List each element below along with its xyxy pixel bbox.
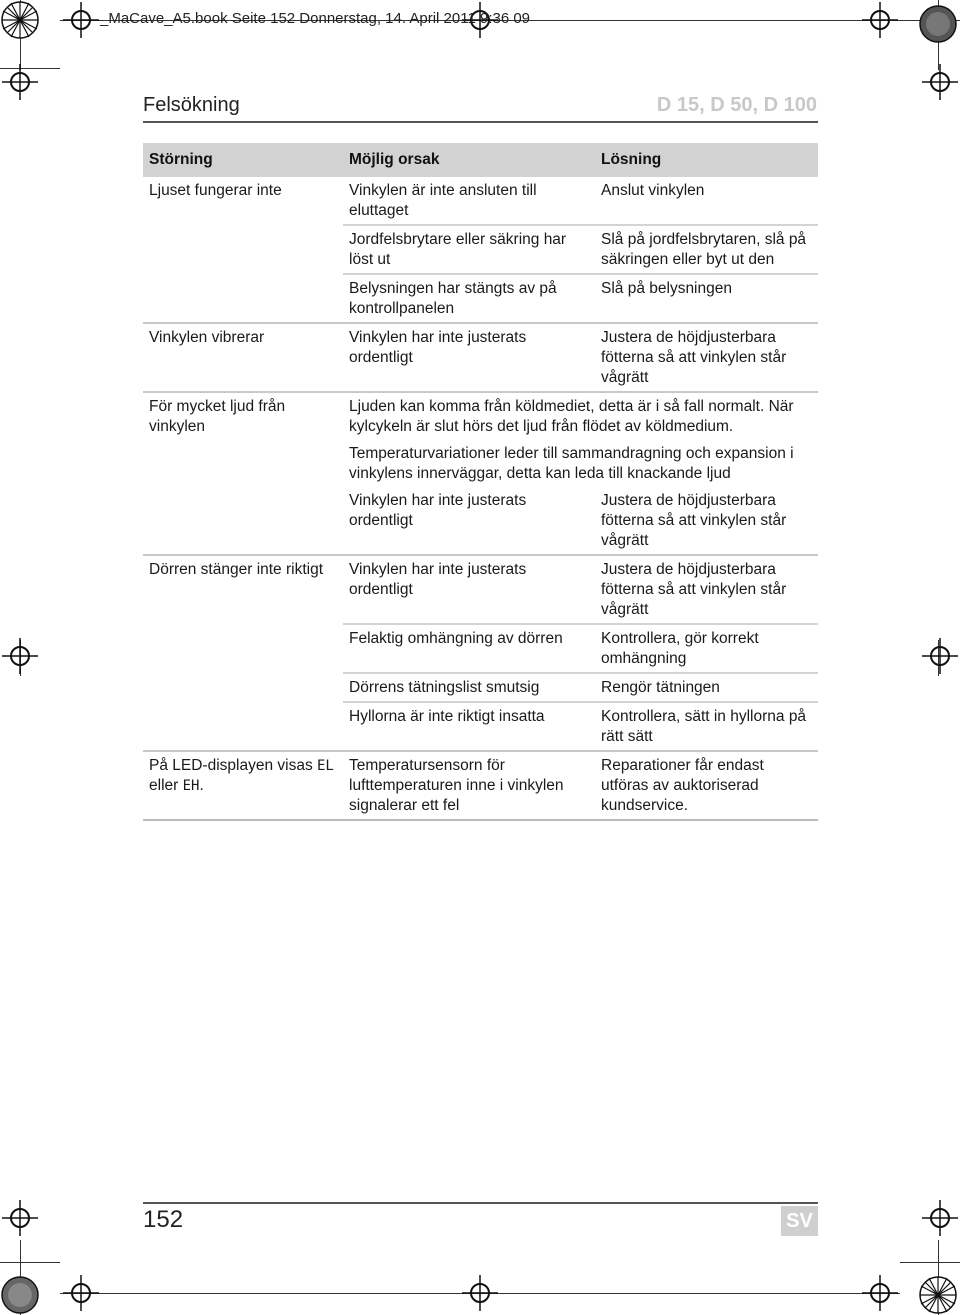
solution-cell: Rengör tätningen [595, 673, 818, 702]
crop-mark [900, 1262, 960, 1263]
fault-cell: För mycket ljud från vinkylen [143, 392, 343, 555]
fault-text: . [199, 777, 204, 794]
cause-cell: Vinkylen är inte ansluten till eluttaget [343, 177, 595, 225]
cause-cell: Hyllorna är inte riktigt insatta [349, 708, 545, 725]
cause-cell: Dörrens tätningslist smutsig [343, 673, 595, 702]
fault-cell [143, 751, 343, 820]
solution-cell: Slå på belysningen [595, 274, 818, 323]
solution-cell: Slå på jordfelsbrytaren, slå på säkringen eller byt ut den [595, 225, 818, 274]
column-header-cause: Möjlig orsak [343, 143, 595, 177]
registration-mark-icon [922, 638, 958, 674]
solution-cell: Kontrollera, sätt in hyllorna på rätt sätt [601, 708, 807, 745]
starburst-target-icon [918, 4, 958, 44]
cause-cell: Felaktig omhängning av dörren [343, 624, 595, 673]
cause-cell: Vinkylen har inte justerats ordentligt [343, 555, 595, 624]
print-info-line: _MaCave_A5.book Seite 152 Donnerstag, 14. April 2011 9:36 09 [100, 10, 531, 27]
troubleshooting-table [143, 143, 818, 821]
model-list: D 15, D 50, D 100 [656, 94, 817, 116]
table-header-row [143, 143, 818, 177]
table-row [143, 323, 818, 392]
fault-text: På LED-displayen visas [149, 757, 317, 774]
title-divider [143, 121, 818, 123]
registration-mark-icon [862, 2, 898, 38]
registration-mark-icon [63, 2, 99, 38]
fault-text: eller [149, 777, 183, 794]
footer-divider [143, 1202, 818, 1204]
note-cell: Ljuden kan komma från köldmediet, detta är i så fall normalt. När kylcykeln är slut hörs det ljud från flödet av köldmedium. [349, 398, 794, 435]
registration-mark-icon [462, 1275, 498, 1311]
crop-mark [0, 1262, 60, 1263]
note-cell: Temperaturvariationer leder till sammandragning och expansion i vinkylens innerväggar, detta kan leda till knackande ljud [349, 445, 794, 482]
registration-mark-icon [922, 64, 958, 100]
table-row [143, 555, 818, 624]
cause-cell: Vinkylen har inte justerats ordentligt [343, 487, 595, 555]
cause-cell: Vinkylen har inte justerats ordentligt [343, 323, 595, 392]
page-number: 152 [143, 1206, 184, 1233]
fault-cell: Ljuset fungerar inte [143, 177, 343, 323]
registration-mark-icon [922, 1200, 958, 1236]
registration-mark-icon [63, 1275, 99, 1311]
cause-cell: Belysningen har stängts av på kontrollpanelen [343, 274, 595, 323]
column-header-solution: Lösning [595, 143, 818, 177]
solution-cell: Justera de höjdjusterbara fötterna så att vinkylen står vågrätt [595, 555, 818, 624]
solution-cell: Kontrollera, gör korrekt omhängning [595, 624, 818, 673]
registration-mark-icon [2, 64, 38, 100]
error-code-el: EL [317, 758, 334, 774]
column-header-fault: Störning [143, 143, 343, 177]
solution-cell: Anslut vinkylen [595, 177, 818, 225]
starburst-target-icon [0, 1275, 40, 1315]
table-row [143, 392, 818, 440]
solution-cell: Justera de höjdjusterbara fötterna så att vinkylen står vågrätt [595, 487, 818, 555]
solution-cell: Justera de höjdjusterbara fötterna så att vinkylen står vågrätt [595, 323, 818, 392]
table-row [143, 751, 818, 820]
cause-cell: Temperatursensorn för lufttemperaturen inne i vinkylen signalerar ett fel [343, 751, 595, 820]
registration-mark-icon [862, 1275, 898, 1311]
table-row [143, 177, 818, 225]
starburst-target-icon [0, 0, 40, 40]
fault-cell: Vinkylen vibrerar [143, 323, 343, 392]
section-title: Felsökning [143, 94, 240, 116]
starburst-target-icon [918, 1275, 958, 1315]
solution-cell: Reparationer får endast utföras av auktoriserad kundservice. [595, 751, 818, 820]
cause-cell: Jordfelsbrytare eller säkring har löst ut [343, 225, 595, 274]
registration-mark-icon [2, 1200, 38, 1236]
error-code-eh: EH [182, 778, 200, 794]
registration-mark-icon [2, 638, 38, 674]
fault-cell: Dörren stänger inte riktigt [149, 561, 324, 578]
language-badge: SV [781, 1206, 818, 1236]
